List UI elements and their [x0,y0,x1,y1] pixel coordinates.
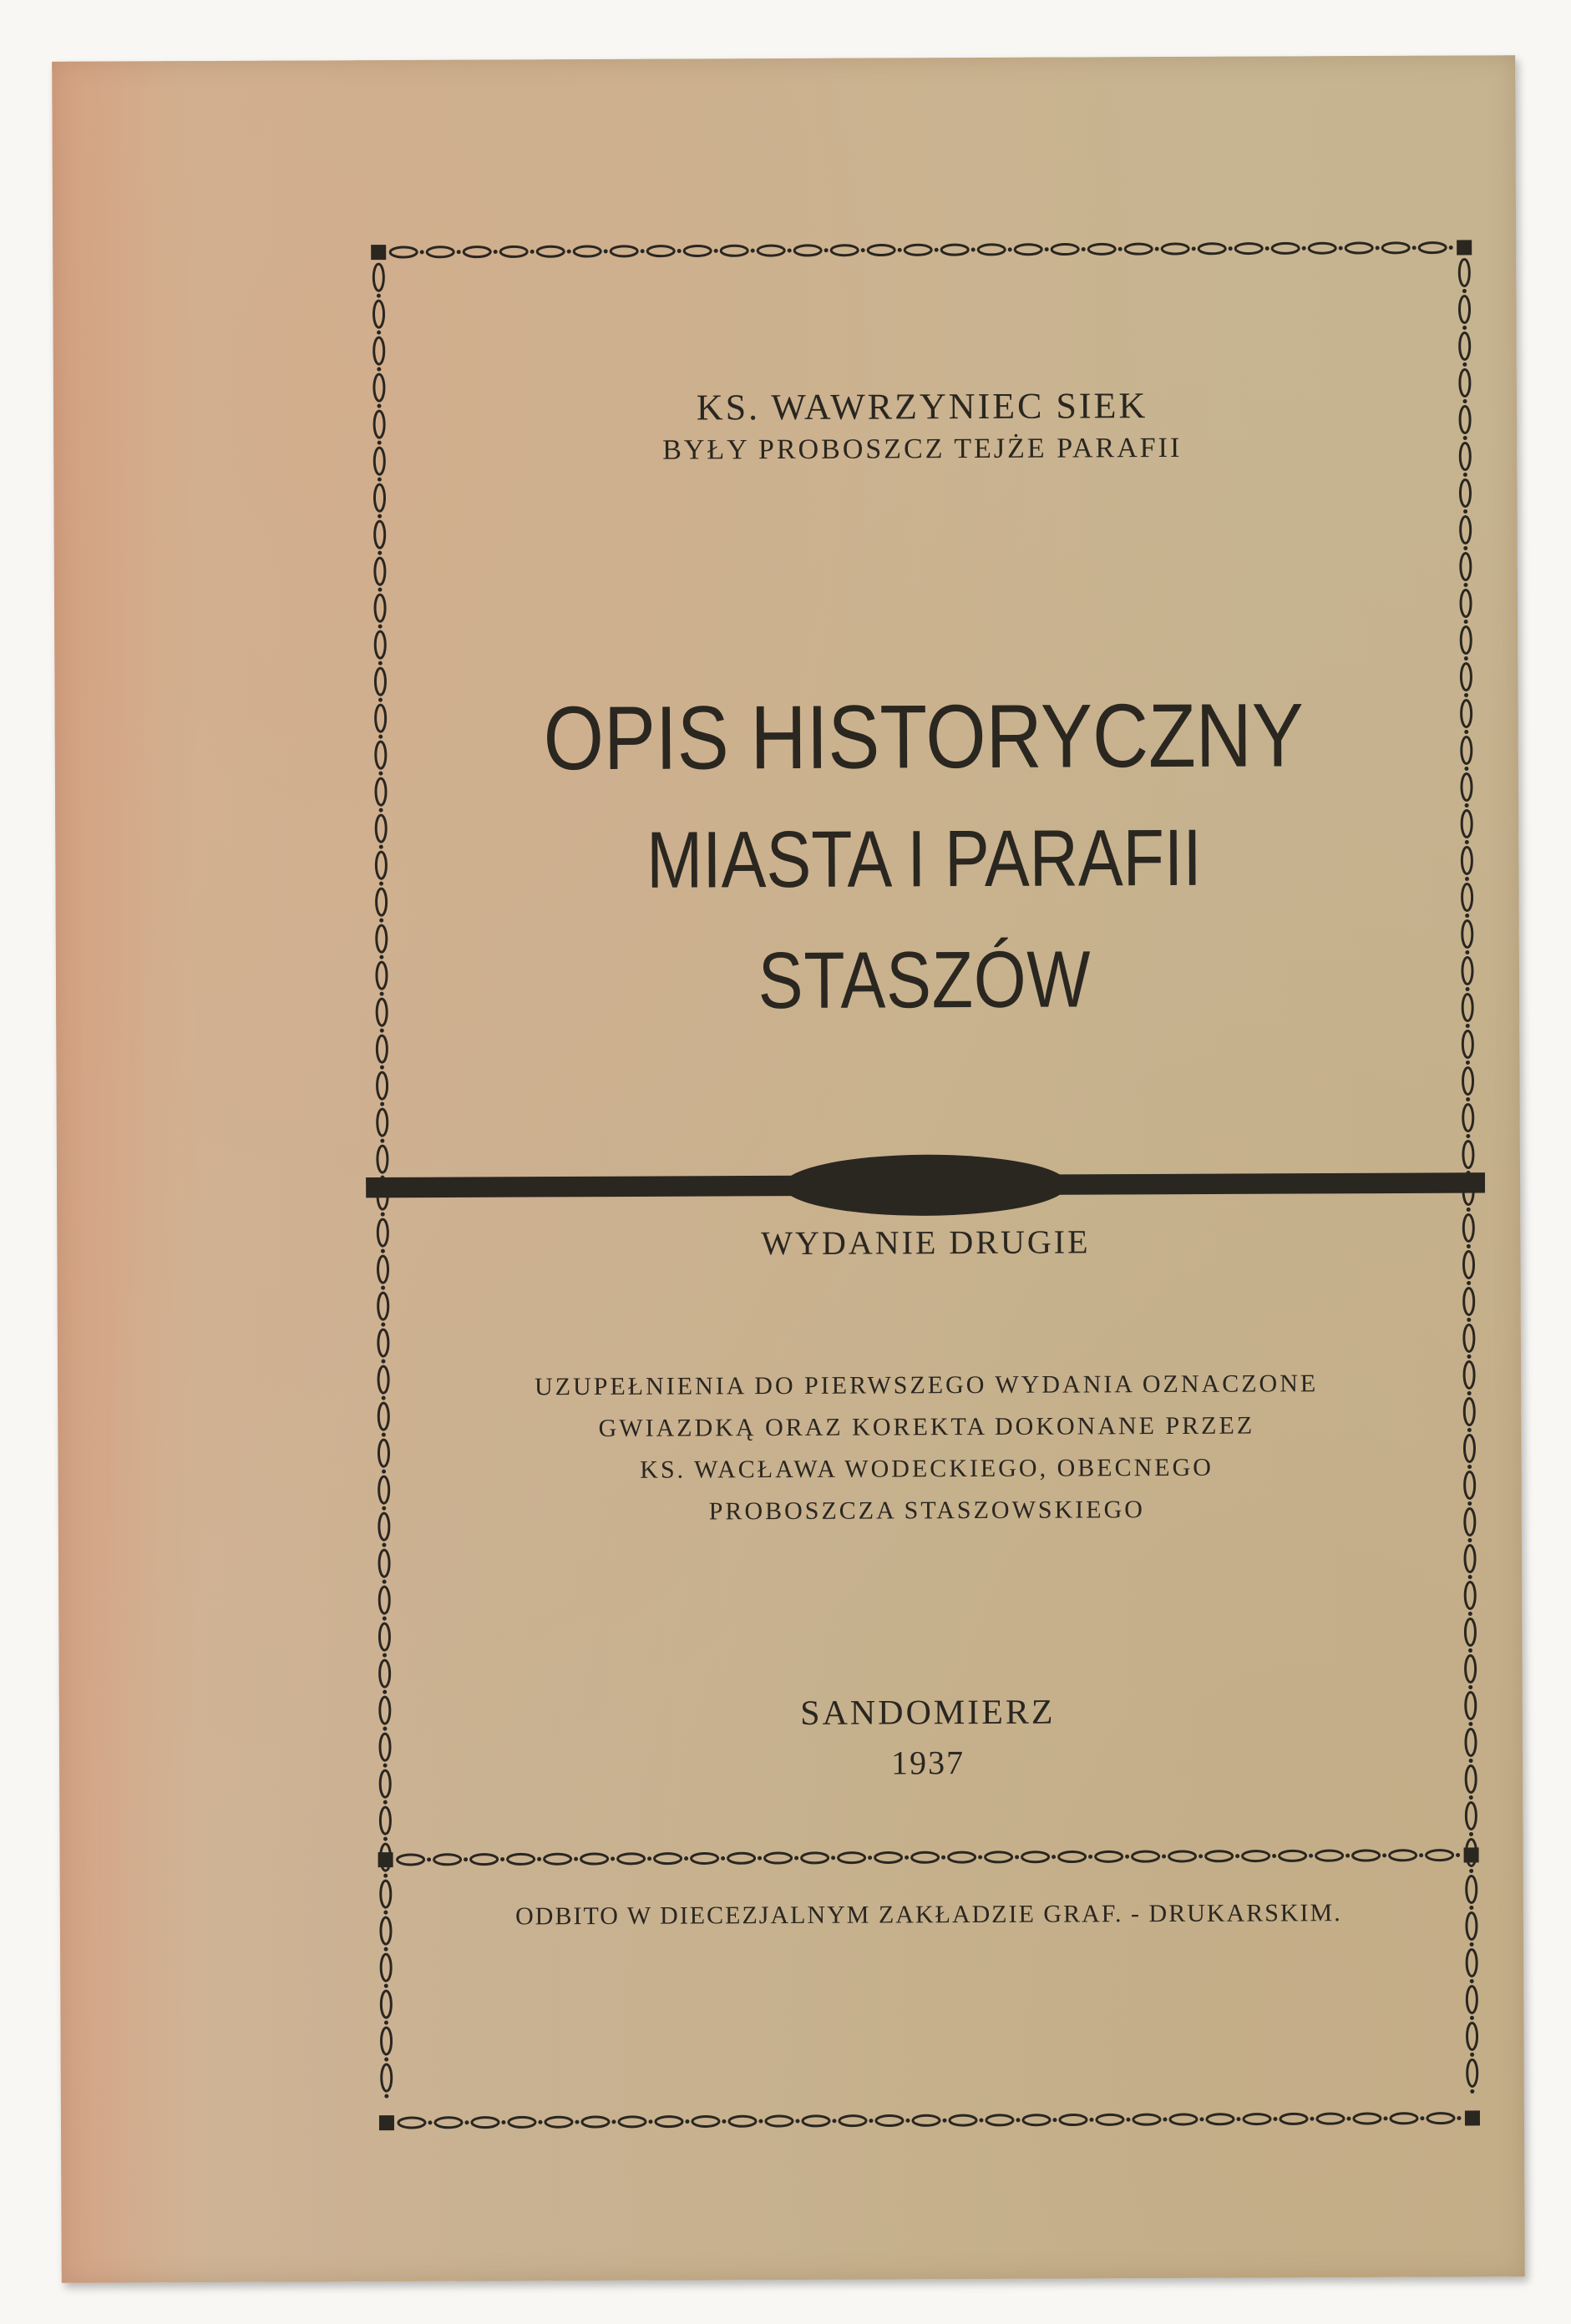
title-line-1: OPIS HISTORYCZNY [543,684,1305,789]
title-line-3: STASZÓW [758,934,1092,1026]
edition-notes [367,1362,1487,1534]
publication-year: 1937 [891,1744,965,1782]
notes-line: UZUPEŁNIENIA DO PIERWSZEGO WYDANIA OZNACZONE [535,1370,1319,1401]
publication-city: SANDOMIERZ [800,1693,1056,1733]
edition-label: WYDANIE DRUGIE [761,1223,1091,1263]
notes-line: GWIAZDKĄ ORAZ KOREKTA DOKONANE PRZEZ [598,1411,1255,1442]
ornamental-frame [362,230,1489,2139]
printer-imprint: ODBITO W DIECEZJALNYM ZAKŁADZIE GRAF. - DRUKARSKIM. [515,1899,1342,1931]
author-name: KS. WAWRZYNIEC SIEK [696,385,1148,428]
spine-shade [52,61,204,2283]
notes-line: PROBOSZCZA STASZOWSKIEGO [708,1496,1145,1526]
book-cover [52,55,1525,2283]
title-line-2: MIASTA I PARAFII [646,813,1202,905]
notes-line: KS. WACŁAWA WODECKIEGO, OBECNEGO [640,1453,1214,1484]
author-role: BYŁY PROBOSZCZ TEJŻE PARAFII [662,432,1183,466]
divider-ornament [362,230,1489,2139]
